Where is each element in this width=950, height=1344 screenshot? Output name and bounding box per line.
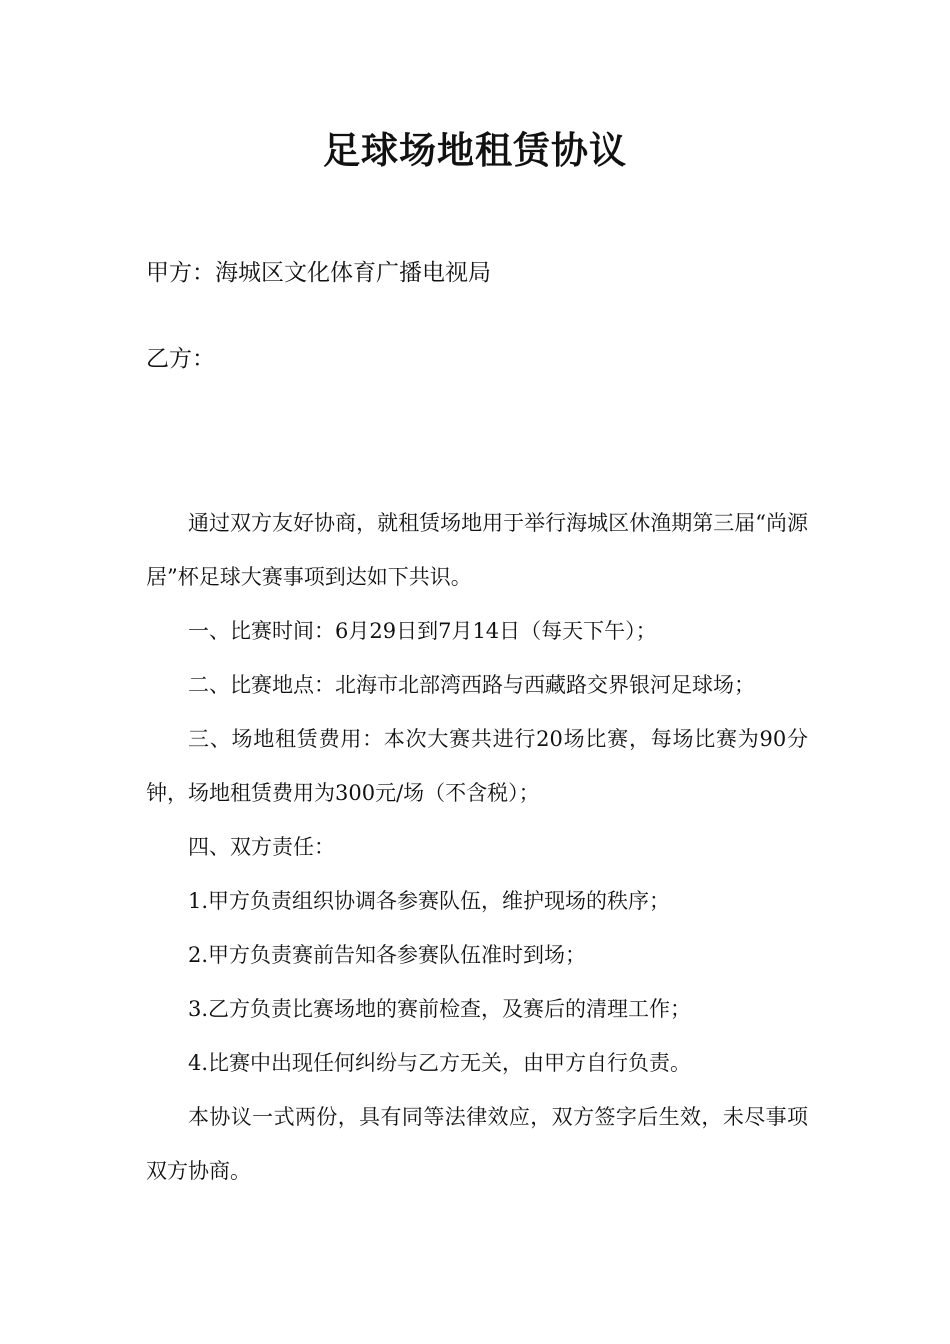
closing-paragraph: 本协议一式两份，具有同等法律效应，双方签字后生效，未尽事项双方协商。 (146, 1105, 808, 1183)
responsibility-item-2: 2.甲方负责赛前告知各参赛队伍准时到场； (188, 943, 587, 967)
responsibility-item-4: 4.比赛中出现任何纠纷与乙方无关，由甲方自行负责。 (188, 1051, 692, 1075)
intro-paragraph: 通过双方友好协商，就租赁场地用于举行海城区休渔期第三届“尚源居”杯足球大赛事项到达如下共识。 (146, 511, 808, 589)
clause-rental-fee: 三、场地租赁费用：本次大赛共进行20场比赛，每场比赛为90分钟，场地租赁费用为300元/场（不含税）； (146, 727, 808, 805)
party-b-line: 乙方： (146, 346, 215, 372)
responsibility-item-3: 3.乙方负责比赛场地的赛前检查，及赛后的清理工作； (188, 997, 692, 1021)
clause-responsibilities-heading: 四、双方责任： (188, 835, 335, 859)
party-a-line: 甲方：海城区文化体育广播电视局 (146, 260, 491, 286)
clause-match-venue: 二、比赛地点：北海市北部湾西路与西藏路交界银河足球场； (188, 673, 755, 697)
clause-match-time: 一、比赛时间：6月29日到7月14日（每天下午）； (188, 619, 657, 643)
responsibility-item-1: 1.甲方负责组织协调各参赛队伍，维护现场的秩序； (188, 889, 671, 913)
document-title: 足球场地租赁协议 (323, 128, 627, 172)
agreement-body (146, 496, 808, 1198)
